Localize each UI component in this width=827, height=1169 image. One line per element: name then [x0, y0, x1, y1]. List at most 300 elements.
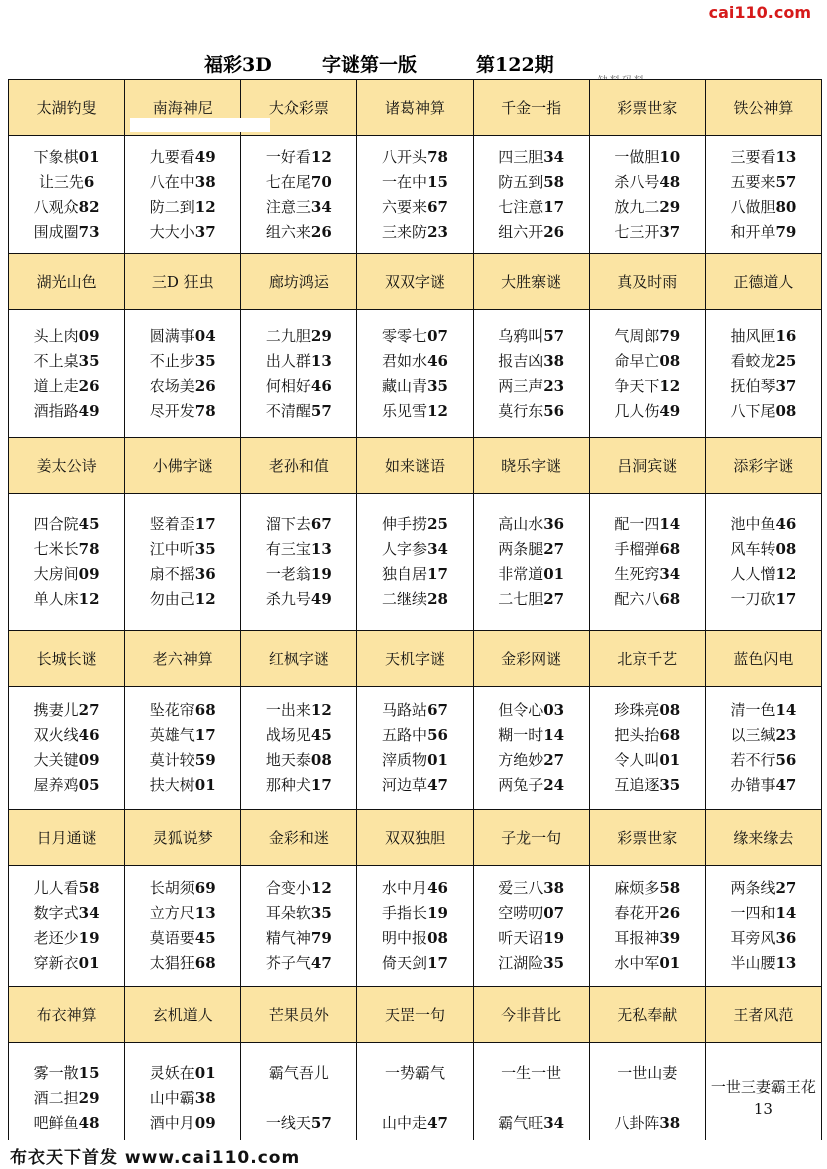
column-header: 小佛字谜 — [125, 438, 241, 494]
riddle-entry: 四三胆34 — [498, 147, 565, 166]
riddle-number: 12 — [78, 590, 100, 608]
riddle-number: 48 — [78, 1113, 100, 1132]
riddle-entry: 春花开26 — [614, 904, 681, 922]
riddle-number: 13 — [310, 540, 332, 558]
riddle-entry: 藏山青35 — [382, 376, 448, 395]
riddle-cell — [9, 866, 125, 987]
riddle-entry: 非常道01 — [498, 565, 565, 583]
riddle-number: 27 — [78, 701, 100, 719]
riddle-number: 09 — [78, 565, 100, 583]
riddle-number: 25 — [427, 515, 448, 533]
riddle-number: 27 — [543, 540, 565, 558]
riddle-entry: 乐见雪12 — [382, 401, 448, 420]
riddle-cell — [125, 310, 241, 438]
riddle-entry: 抽风匣16 — [730, 326, 797, 345]
riddle-number: 38 — [659, 1113, 681, 1132]
riddle-entry: 四合院45 — [33, 515, 100, 533]
riddle-entry: 报吉凶38 — [498, 351, 565, 370]
riddle-number: 13 — [194, 904, 216, 922]
riddle-number: 29 — [659, 197, 681, 216]
riddle-entry: 雾一散15 — [33, 1063, 100, 1082]
riddle-entry: 不止步35 — [149, 351, 216, 370]
riddle-number: 35 — [78, 351, 100, 370]
riddle-number: 23 — [543, 376, 565, 395]
riddle-entry: 芥子气47 — [265, 954, 332, 972]
riddle-number: 35 — [310, 904, 332, 922]
riddle-entry: 一好看12 — [265, 147, 332, 166]
riddle-number: 17 — [775, 590, 797, 608]
riddle-number: 70 — [310, 172, 332, 191]
riddle-entry: 霸气旺34 — [498, 1113, 565, 1132]
riddle-cell — [589, 687, 705, 810]
riddle-number: 01 — [194, 776, 216, 794]
riddle-entry: 下象棋01 — [33, 147, 100, 166]
riddle-entry: 大房间09 — [33, 565, 100, 583]
riddle-number: 46 — [310, 376, 332, 395]
riddle-number: 78 — [78, 540, 100, 558]
riddle-number: 82 — [78, 197, 100, 216]
riddle-number: 01 — [78, 954, 100, 972]
riddle-number: 49 — [194, 147, 216, 166]
riddle-entry: 组六开26 — [498, 222, 565, 241]
riddle-number: 14 — [543, 726, 565, 744]
riddle-number: 49 — [310, 590, 332, 608]
riddle-number: 38 — [194, 172, 216, 191]
riddle-entry: 空唠叨07 — [498, 904, 565, 922]
column-header: 金彩和迷 — [241, 810, 357, 866]
riddle-cell — [705, 866, 821, 987]
title-edition: 字谜第一版 — [322, 54, 418, 76]
column-header: 三D 狂虫 — [125, 254, 241, 310]
column-header: 彩票世家 — [589, 810, 705, 866]
riddle-row — [9, 1043, 822, 1154]
riddle-entry: 一出来12 — [265, 701, 332, 719]
riddle-cell — [241, 136, 357, 254]
riddle-entry: 尽开发78 — [149, 401, 216, 420]
riddle-cell — [241, 310, 357, 438]
riddle-entry: 灵妖在01 — [149, 1063, 216, 1082]
riddle-entry: 太猖狂68 — [149, 954, 216, 972]
riddle-cell — [473, 494, 589, 631]
riddle-number: 13 — [310, 351, 332, 370]
riddle-number: 14 — [775, 904, 797, 922]
column-header: 铁公神算 — [705, 80, 821, 136]
riddle-cell — [357, 310, 473, 438]
column-header: 北京千艺 — [589, 631, 705, 687]
riddle-cell — [357, 1043, 473, 1154]
riddle-row — [9, 494, 822, 631]
riddle-entry: 二继续28 — [382, 590, 448, 608]
column-header: 金彩网谜 — [473, 631, 589, 687]
riddle-entry: 争天下12 — [614, 376, 681, 395]
riddle-row — [9, 687, 822, 810]
riddle-entry: 让三先6 — [38, 172, 95, 191]
riddle-cell — [241, 687, 357, 810]
riddle-entry: 地天泰08 — [265, 751, 332, 769]
riddle-number: 35 — [543, 954, 565, 972]
riddle-cell — [357, 866, 473, 987]
riddle-entry: 立方尺13 — [149, 904, 216, 922]
riddle-row — [9, 310, 822, 438]
column-header: 廊坊鸿运 — [241, 254, 357, 310]
riddle-number: 34 — [543, 1113, 565, 1132]
header-row — [9, 254, 822, 310]
riddle-entry: 防五到58 — [498, 172, 565, 191]
riddle-number: 56 — [775, 751, 797, 769]
riddle-entry: 溜下去67 — [265, 515, 332, 533]
riddle-number: 34 — [78, 904, 100, 922]
riddle-number: 23 — [775, 726, 797, 744]
riddle-number: 15 — [427, 172, 448, 191]
riddle-number: 08 — [775, 540, 797, 558]
riddle-entry: 组六来26 — [265, 222, 332, 241]
riddle-entry: 七在尾70 — [265, 172, 332, 191]
column-header: 姜太公诗 — [9, 438, 125, 494]
riddle-entry: 大关键09 — [33, 751, 100, 769]
riddle-number: 37 — [659, 222, 681, 241]
riddle-entry: 江中听35 — [149, 540, 216, 558]
riddle-number: 17 — [427, 565, 448, 583]
column-header: 红枫字谜 — [241, 631, 357, 687]
riddle-number: 24 — [543, 776, 565, 794]
riddle-number: 08 — [775, 401, 797, 420]
riddle-entry: 几人伤49 — [614, 401, 681, 420]
riddle-cell — [357, 136, 473, 254]
riddle-number: 36 — [194, 565, 216, 583]
column-header: 老六神算 — [125, 631, 241, 687]
riddle-entry: 放九二29 — [614, 197, 681, 216]
riddle-number: 17 — [427, 954, 448, 972]
riddle-entry: 围成圈73 — [33, 222, 100, 241]
riddle-number: 57 — [543, 326, 565, 345]
riddle-entry: 莫计较59 — [149, 751, 216, 769]
riddle-cell — [705, 1043, 821, 1154]
riddle-entry: 竖着歪17 — [149, 515, 216, 533]
riddle-entry: 坠花帘68 — [149, 701, 216, 719]
riddle-entry: 若不行56 — [730, 751, 797, 769]
riddle-entry: 生死窍34 — [614, 565, 681, 583]
riddle-entry: 一生一世 — [501, 1063, 562, 1082]
riddle-entry: 高山水36 — [498, 515, 565, 533]
riddle-number: 46 — [78, 726, 100, 744]
riddle-entry: 君如水46 — [382, 351, 448, 370]
riddle-entry: 防二到12 — [149, 197, 216, 216]
riddle-entry: 合变小12 — [265, 879, 332, 897]
riddle-number: 38 — [543, 879, 565, 897]
riddle-number: 56 — [543, 401, 565, 420]
riddle-cell — [705, 136, 821, 254]
riddle-entry: 山中走47 — [382, 1113, 448, 1132]
riddle-entry: 明中报08 — [382, 929, 448, 947]
riddle-cell — [705, 687, 821, 810]
title-issue: 第122期 — [476, 54, 554, 76]
riddle-entry: 麻烦多58 — [614, 879, 681, 897]
riddle-entry: 儿人看58 — [33, 879, 100, 897]
riddle-entry: 一老翁19 — [265, 565, 332, 583]
riddle-number: 57 — [775, 172, 797, 191]
riddle-number: 10 — [659, 147, 681, 166]
column-header: 子龙一句 — [473, 810, 589, 866]
riddle-entry: 三要看13 — [730, 147, 797, 166]
riddle-entry: 清一色14 — [730, 701, 797, 719]
riddle-entry: 八下尾08 — [730, 401, 797, 420]
riddle-entry: 一世山妻 — [617, 1063, 678, 1082]
riddle-number: 13 — [775, 147, 797, 166]
riddle-entry: 吧鲜鱼48 — [33, 1113, 100, 1132]
riddle-number: 17 — [194, 515, 216, 533]
riddle-number: 25 — [775, 351, 797, 370]
riddle-entry: 长胡须69 — [149, 879, 216, 897]
column-header: 诸葛神算 — [357, 80, 473, 136]
riddle-number: 47 — [427, 776, 448, 794]
riddle-entry: 马路站67 — [382, 701, 448, 719]
riddle-number: 38 — [543, 351, 565, 370]
riddle-number: 68 — [659, 590, 681, 608]
riddle-entry: 人字参34 — [382, 540, 448, 558]
riddle-cell — [9, 494, 125, 631]
riddle-number: 48 — [659, 172, 681, 191]
header-row — [9, 987, 822, 1043]
riddle-entry: 注意三34 — [265, 197, 332, 216]
column-header: 芒果员外 — [241, 987, 357, 1043]
riddle-entry: 七三开37 — [614, 222, 681, 241]
column-header: 吕洞宾谜 — [589, 438, 705, 494]
riddle-entry: 扶大树01 — [149, 776, 216, 794]
riddle-cell — [9, 310, 125, 438]
riddle-entry: 配六八68 — [614, 590, 681, 608]
column-header: 南海神尼 — [125, 80, 241, 136]
riddle-entry: 和开单79 — [730, 222, 797, 241]
column-header: 王者风范 — [705, 987, 821, 1043]
riddle-entry: 耳旁风36 — [730, 929, 797, 947]
riddle-number: 09 — [78, 326, 100, 345]
riddle-number: 17 — [543, 197, 565, 216]
riddle-number: 26 — [659, 904, 681, 922]
riddle-number: 12 — [194, 590, 216, 608]
riddle-entry: 一做胆10 — [614, 147, 681, 166]
riddle-table — [8, 79, 822, 1154]
riddle-entry: 不清醒57 — [265, 401, 332, 420]
riddle-cell — [705, 310, 821, 438]
header-row — [9, 438, 822, 494]
riddle-number: 14 — [659, 515, 681, 533]
riddle-entry: 扇不摇36 — [149, 565, 216, 583]
riddle-number: 07 — [543, 904, 565, 922]
riddle-entry: 水中月46 — [382, 879, 448, 897]
riddle-entry: 杀九号49 — [265, 590, 332, 608]
riddle-number: 58 — [543, 172, 565, 191]
riddle-number: 47 — [310, 954, 332, 972]
riddle-cell — [589, 1043, 705, 1154]
riddle-entry: 把头抬68 — [614, 726, 681, 744]
column-header: 大众彩票 — [241, 80, 357, 136]
riddle-number: 49 — [78, 401, 100, 420]
riddle-number: 6 — [83, 172, 95, 191]
riddle-number: 38 — [194, 1088, 216, 1107]
riddle-number: 01 — [78, 147, 100, 166]
riddle-entry: 三来防23 — [382, 222, 448, 241]
riddle-entry: 圆满事04 — [149, 326, 216, 345]
riddle-cell — [241, 494, 357, 631]
riddle-cell — [589, 866, 705, 987]
riddle-entry: 九要看49 — [149, 147, 216, 166]
riddle-entry: 半山腰13 — [730, 954, 797, 972]
riddle-entry: 办错事47 — [730, 776, 797, 794]
riddle-entry: 七米长78 — [33, 540, 100, 558]
column-header: 布衣神算 — [9, 987, 125, 1043]
riddle-entry: 五要来57 — [730, 172, 797, 191]
riddle-number: 09 — [194, 1113, 216, 1132]
header-row — [9, 810, 822, 866]
column-header: 日月通谜 — [9, 810, 125, 866]
riddle-entry: 战场见45 — [265, 726, 332, 744]
riddle-number: 57 — [310, 1113, 332, 1132]
riddle-entry: 穿新衣01 — [33, 954, 100, 972]
riddle-number: 46 — [427, 879, 448, 897]
riddle-number: 56 — [427, 726, 448, 744]
riddle-number: 39 — [659, 929, 681, 947]
riddle-number: 26 — [78, 376, 100, 395]
riddle-cell — [705, 494, 821, 631]
riddle-number: 08 — [659, 351, 681, 370]
riddle-entry: 人人憎12 — [730, 565, 797, 583]
riddle-entry: 酒二担29 — [33, 1088, 100, 1107]
riddle-number: 45 — [194, 929, 216, 947]
riddle-number: 27 — [775, 879, 797, 897]
riddle-entry: 河边草47 — [382, 776, 448, 794]
riddle-entry: 八做胆80 — [730, 197, 797, 216]
riddle-entry: 一势霸气 — [384, 1063, 445, 1082]
riddle-entry: 道上走26 — [33, 376, 100, 395]
riddle-number: 29 — [78, 1088, 100, 1107]
riddle-number: 17 — [310, 776, 332, 794]
riddle-entry: 糊一时14 — [498, 726, 565, 744]
riddle-number: 05 — [78, 776, 100, 794]
riddle-cell — [589, 310, 705, 438]
riddle-cell — [125, 1043, 241, 1154]
riddle-entry: 农场美26 — [149, 376, 216, 395]
riddle-number: 49 — [659, 401, 681, 420]
riddle-number: 79 — [775, 222, 797, 241]
riddle-entry: 二九胆29 — [265, 326, 332, 345]
riddle-cell — [125, 494, 241, 631]
riddle-entry: 有三宝13 — [265, 540, 332, 558]
riddle-number: 12 — [775, 565, 797, 583]
riddle-number: 04 — [194, 326, 216, 345]
riddle-number: 34 — [543, 147, 565, 166]
riddle-number: 29 — [310, 326, 332, 345]
riddle-cell — [473, 866, 589, 987]
riddle-entry: 八在中38 — [149, 172, 216, 191]
riddle-number: 26 — [194, 376, 216, 395]
riddle-number: 19 — [78, 929, 100, 947]
column-header: 太湖钓叟 — [9, 80, 125, 136]
title-lottery: 福彩3D — [204, 54, 272, 76]
riddle-number: 35 — [194, 351, 216, 370]
riddle-number: 26 — [310, 222, 332, 241]
column-header: 真及时雨 — [589, 254, 705, 310]
riddle-entry: 伸手捞25 — [382, 515, 448, 533]
riddle-number: 19 — [310, 565, 332, 583]
riddle-entry: 精气神79 — [265, 929, 332, 947]
riddle-entry: 六要来67 — [382, 197, 448, 216]
riddle-entry: 八观众82 — [33, 197, 100, 216]
riddle-entry: 耳报神39 — [614, 929, 681, 947]
riddle-number: 79 — [659, 326, 681, 345]
riddle-cell — [589, 136, 705, 254]
riddle-entry: 一刀砍17 — [730, 590, 797, 608]
riddle-entry: 听天诏19 — [498, 929, 565, 947]
column-header: 双双独胆 — [357, 810, 473, 866]
riddle-entry: 抚伯琴37 — [730, 376, 797, 395]
riddle-number: 12 — [427, 401, 448, 420]
riddle-number: 34 — [310, 197, 332, 216]
column-header: 正德道人 — [705, 254, 821, 310]
riddle-entry: 八开头78 — [382, 147, 448, 166]
column-header: 彩票世家 — [589, 80, 705, 136]
riddle-entry: 两条线27 — [730, 879, 797, 897]
riddle-entry: 五路中56 — [382, 726, 448, 744]
riddle-entry: 勿由己12 — [149, 590, 216, 608]
riddle-number: 01 — [543, 565, 565, 583]
riddle-entry: 二七胆27 — [498, 590, 565, 608]
riddle-entry: 令人叫01 — [614, 751, 681, 769]
riddle-number: 58 — [78, 879, 100, 897]
riddle-entry: 乌鸦叫57 — [498, 326, 565, 345]
riddle-number: 34 — [659, 565, 681, 583]
column-header: 长城长谜 — [9, 631, 125, 687]
riddle-entry: 一世三妻霸王花13 — [710, 1078, 816, 1118]
header-row — [9, 631, 822, 687]
riddle-number: 58 — [659, 879, 681, 897]
riddle-entry: 江湖险35 — [498, 954, 565, 972]
riddle-number: 68 — [659, 540, 681, 558]
riddle-entry: 一四和14 — [730, 904, 797, 922]
column-header: 湖光山色 — [9, 254, 125, 310]
riddle-number: 27 — [543, 590, 565, 608]
riddle-number: 35 — [194, 540, 216, 558]
riddle-number: 69 — [194, 879, 216, 897]
riddle-number: 80 — [775, 197, 797, 216]
riddle-entry: 独自居17 — [382, 565, 448, 583]
riddle-number: 23 — [427, 222, 448, 241]
riddle-entry: 气周郎79 — [614, 326, 681, 345]
riddle-number: 36 — [543, 515, 565, 533]
riddle-number: 08 — [427, 929, 448, 947]
riddle-cell — [241, 866, 357, 987]
riddle-cell — [357, 494, 473, 631]
riddle-entry: 珍珠亮08 — [614, 701, 681, 719]
riddle-entry: 手指长19 — [382, 904, 448, 922]
riddle-number: 12 — [310, 147, 332, 166]
riddle-entry: 但令心03 — [498, 701, 565, 719]
riddle-cell — [473, 1043, 589, 1154]
riddle-number: 08 — [310, 751, 332, 769]
riddle-entry: 莫行东56 — [498, 401, 565, 420]
riddle-number: 12 — [194, 197, 216, 216]
riddle-entry: 头上肉09 — [33, 326, 100, 345]
riddle-number: 13 — [775, 954, 797, 972]
riddle-number: 08 — [659, 701, 681, 719]
riddle-cell — [473, 310, 589, 438]
riddle-number: 73 — [78, 222, 100, 241]
riddle-number: 46 — [427, 351, 448, 370]
riddle-entry: 英雄气17 — [149, 726, 216, 744]
riddle-number: 19 — [543, 929, 565, 947]
riddle-cell — [9, 1043, 125, 1154]
riddle-number: 68 — [659, 726, 681, 744]
column-header: 天机字谜 — [357, 631, 473, 687]
